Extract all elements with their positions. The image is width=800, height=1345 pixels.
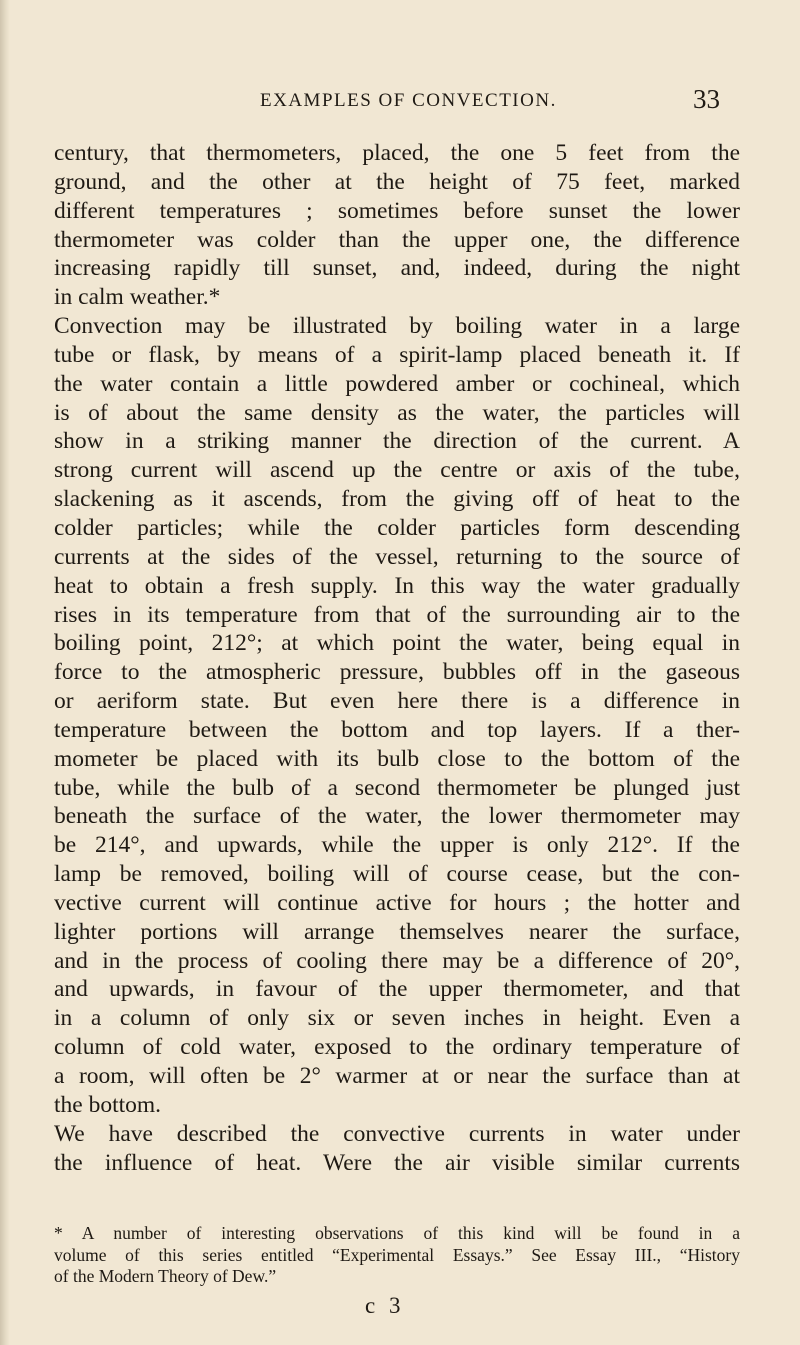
body-line: colder particles; while the colder particles form descending <box>54 514 740 541</box>
body-line: vective current will continue active for hours ; the hotter and <box>54 889 740 916</box>
body-line: be 214°, and upwards, while the upper is only 212°. If the <box>54 832 740 859</box>
running-head: EXAMPLES OF CONVECTION. <box>260 90 557 111</box>
body-line: rises in its temperature from that of the surrounding air to the <box>54 601 740 628</box>
body-line: century, that thermometers, placed, the one 5 feet from the <box>54 140 740 166</box>
body-line: the bottom. <box>54 1091 162 1118</box>
body-line: show in a striking manner the direction of the current. A <box>54 428 740 455</box>
body-line: strong current will ascend up the centre or axis of the tube, <box>54 457 740 484</box>
body-line: force to the atmospheric pressure, bubbles off in the gaseous <box>54 659 740 686</box>
footnote <box>54 1223 740 1288</box>
body-line: column of cold water, exposed to the ordinary temperature of <box>54 1034 740 1061</box>
page-number: 33 <box>693 84 720 114</box>
body-line: and upwards, in favour of the upper thermometer, and that <box>54 976 740 1003</box>
body-line: mometer be placed with its bulb close to the bottom of the <box>54 745 740 772</box>
footnote-line: volume of this series entitled “Experimental Essays.” See Essay III., “History <box>54 1244 740 1265</box>
body-line: boiling point, 212°; at which point the water, being equal in <box>54 630 740 657</box>
body-line: and in the process of cooling there may be a difference of 20°, <box>54 947 740 974</box>
page-edge-shadow <box>0 0 10 1345</box>
body-line: increasing rapidly till sunset, and, indeed, during the night <box>54 255 740 282</box>
body-line: tube or flask, by means of a spirit-lamp placed beneath it. If <box>54 341 740 368</box>
body-line: currents at the sides of the vessel, returning to the source of <box>54 543 740 570</box>
signature-mark: c 3 <box>365 1293 405 1318</box>
body-line: a room, will often be 2° warmer at or near the surface than at <box>54 1063 740 1089</box>
body-line: temperature between the bottom and top layers. If a ther- <box>54 716 740 743</box>
body-line: beneath the surface of the water, the lower thermometer may <box>54 803 740 830</box>
body-line: thermometer was colder than the upper one, the difference <box>54 226 740 253</box>
footnote-line: of the Modern Theory of Dew.” <box>54 1266 277 1286</box>
body-line: lighter portions will arrange themselves nearer the surface, <box>54 918 740 945</box>
paragraph-start-line: We have described the convective currents in water under <box>54 1120 740 1147</box>
body-line: different temperatures ; sometimes before sunset the lower <box>54 197 740 224</box>
body-line: heat to obtain a fresh supply. In this way the water gradually <box>54 572 740 599</box>
body-line: the influence of heat. Were the air visible similar currents <box>54 1149 740 1176</box>
paragraph-start-line: Convection may be illustrated by boiling water in a large <box>54 313 740 340</box>
body-line: or aeriform state. But even here there is a difference in <box>54 688 740 715</box>
body-line: in a column of only six or seven inches in height. Even a <box>54 1005 740 1032</box>
body-line: the water contain a little powdered amber or cochineal, which <box>54 370 740 397</box>
body-line: in calm weather.* <box>54 284 221 311</box>
body-line: lamp be removed, boiling will of course cease, but the con- <box>54 861 740 888</box>
body-line: is of about the same density as the water, the particles will <box>54 399 740 426</box>
body-text <box>54 139 740 1177</box>
body-line: tube, while the bulb of a second thermometer be plunged just <box>54 774 740 801</box>
page-header <box>200 84 720 120</box>
body-line: ground, and the other at the height of 75 feet, marked <box>54 168 740 195</box>
footnote-line: * A number of interesting observations of this kind will be found in a <box>54 1223 740 1243</box>
body-line: slackening as it ascends, from the giving off of heat to the <box>54 486 740 513</box>
